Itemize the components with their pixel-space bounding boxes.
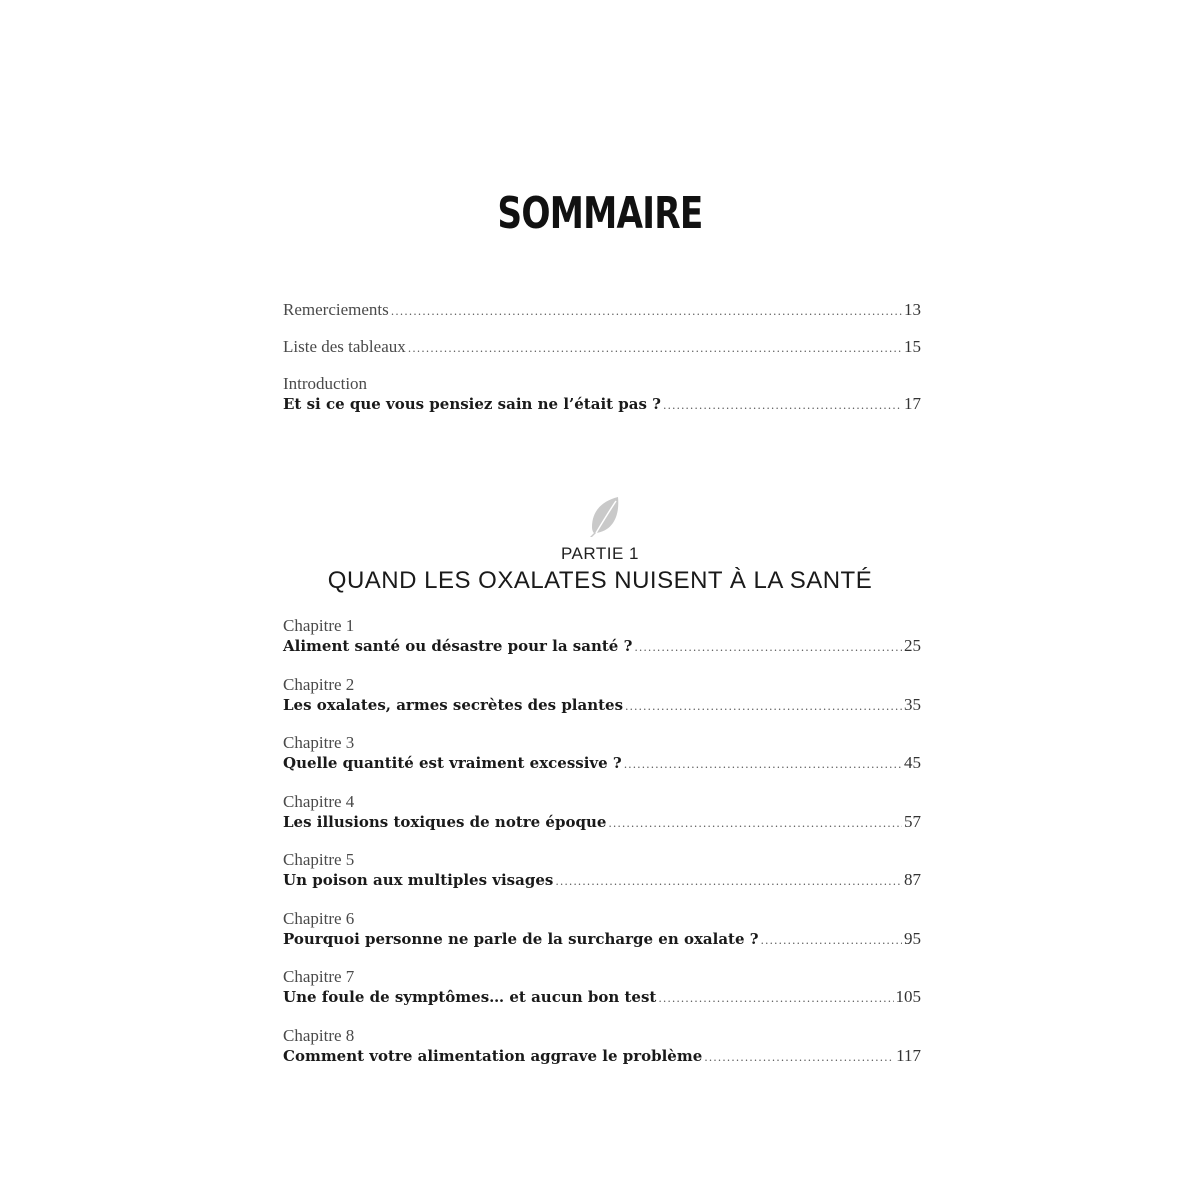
- page-title: SOMMAIRE: [497, 188, 703, 239]
- chapter-kicker: Chapitre 2: [283, 675, 355, 694]
- toc-chapter[interactable]: [283, 732, 921, 773]
- chapter-page: 87: [904, 870, 921, 889]
- chapter-page: 35: [904, 695, 921, 714]
- toc-entry[interactable]: [283, 812, 921, 832]
- chapter-kicker: Chapitre 5: [283, 850, 355, 869]
- toc-chapter[interactable]: [283, 674, 921, 715]
- toc-chapter[interactable]: [283, 908, 921, 949]
- toc-entry[interactable]: [283, 870, 921, 890]
- toc-entry[interactable]: [283, 929, 921, 949]
- toc-entry-page: 17: [904, 394, 921, 413]
- toc-entry[interactable]: [283, 337, 921, 359]
- dot-leader: [663, 399, 902, 412]
- toc-entry-page: 13: [904, 300, 921, 319]
- part-label: PARTIE 1: [560, 544, 639, 563]
- chapter-page: 105: [895, 987, 921, 1006]
- chapter-kicker: Chapitre 8: [283, 1026, 355, 1045]
- chapter-kicker: Chapitre 7: [283, 967, 355, 986]
- toc-chapter[interactable]: [283, 966, 921, 1007]
- toc-entry[interactable]: [283, 300, 921, 322]
- toc-entry-label: Liste des tableaux: [283, 337, 406, 356]
- chapter-title: Aliment santé ou désastre pour la santé ?: [283, 637, 633, 655]
- toc-kicker: Introduction: [283, 374, 368, 393]
- toc-introduction[interactable]: [283, 373, 921, 414]
- chapter-kicker: Chapitre 4: [283, 792, 355, 811]
- chapter-title: Les oxalates, armes secrètes des plantes: [283, 696, 624, 714]
- dot-leader: [391, 305, 902, 318]
- leaf-icon: [588, 495, 622, 537]
- toc-chapter[interactable]: [283, 849, 921, 890]
- chapter-page: 25: [904, 636, 921, 655]
- toc-front-matter: [283, 300, 921, 322]
- dot-leader: [555, 875, 902, 888]
- dot-leader: [658, 992, 893, 1005]
- toc-entry-label: Et si ce que vous pensiez sain ne l’était pas ?: [283, 395, 661, 413]
- toc-entry[interactable]: [283, 753, 921, 773]
- chapter-page: 95: [904, 929, 921, 948]
- toc-entry[interactable]: [283, 987, 921, 1007]
- chapter-title: Un poison aux multiples visages: [283, 871, 554, 889]
- dot-leader: [634, 641, 902, 654]
- dot-leader: [408, 342, 902, 355]
- chapter-title: Pourquoi personne ne parle de la surcharge en oxalate ?: [283, 930, 759, 948]
- dot-leader: [704, 1051, 894, 1064]
- toc-entry-page: 15: [904, 337, 921, 356]
- toc-entry[interactable]: [283, 636, 921, 656]
- toc-front-matter-2: [283, 337, 921, 359]
- toc-chapter[interactable]: [283, 791, 921, 832]
- toc-chapter[interactable]: [283, 615, 921, 656]
- part-title: QUAND LES OXALATES NUISENT À LA SANTÉ: [327, 567, 873, 594]
- chapter-kicker: Chapitre 6: [283, 909, 355, 928]
- chapter-page: 57: [904, 812, 921, 831]
- chapter-title: Comment votre alimentation aggrave le problème: [283, 1047, 703, 1065]
- chapter-title: Une foule de symptômes… et aucun bon test: [283, 988, 657, 1006]
- dot-leader: [625, 700, 902, 713]
- chapter-page: 117: [896, 1046, 921, 1065]
- toc-entry[interactable]: [283, 394, 921, 414]
- chapter-title: Les illusions toxiques de notre époque: [283, 813, 607, 831]
- dot-leader: [761, 934, 902, 947]
- dot-leader: [624, 758, 902, 771]
- chapter-page: 45: [904, 753, 921, 772]
- toc-entry[interactable]: [283, 695, 921, 715]
- toc-chapter[interactable]: [283, 1025, 921, 1066]
- chapter-kicker: Chapitre 3: [283, 733, 355, 752]
- chapter-title: Quelle quantité est vraiment excessive ?: [283, 754, 622, 772]
- toc-entry[interactable]: [283, 1046, 921, 1066]
- chapter-kicker: Chapitre 1: [283, 616, 355, 635]
- dot-leader: [608, 817, 902, 830]
- toc-entry-label: Remerciements: [283, 300, 389, 319]
